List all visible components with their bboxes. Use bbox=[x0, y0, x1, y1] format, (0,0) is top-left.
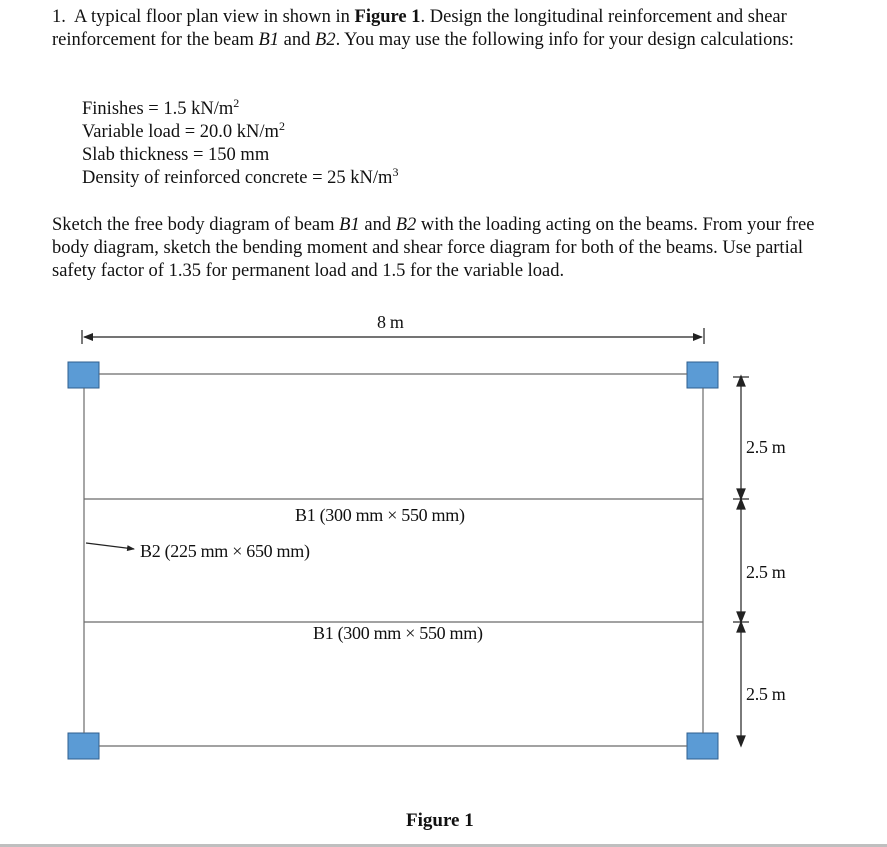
column-bottom-left bbox=[68, 733, 99, 759]
beam-b1-ref: B1 bbox=[258, 30, 280, 50]
instruction-text-2: with the loading acting on the beams. From your free body diagram, sketch the bending moment and shear force diagram for both of the beams. Use partial safety factor of 1.35 for permanent load and 1.5 for the variable load. bbox=[52, 215, 815, 281]
finishes-text: Finishes = 1.5 kN/m bbox=[82, 99, 234, 119]
dimension-label-3: 2.5 m bbox=[746, 684, 786, 704]
instruction-text-1: Sketch the free body diagram of beam bbox=[52, 215, 340, 235]
b1-upper-label: B1 (300 mm × 550 mm) bbox=[295, 505, 465, 525]
slab-thickness-text: Slab thickness = 150 mm bbox=[82, 145, 270, 165]
density-exponent: 3 bbox=[392, 165, 399, 179]
variable-load-text: Variable load = 20.0 kN/m bbox=[82, 122, 279, 142]
question-text-2: . Design the longitudinal reinforcement and shear reinforcement for the beam bbox=[52, 7, 787, 50]
b1-lower-label: B1 (300 mm × 550 mm) bbox=[313, 623, 483, 643]
question-and: and bbox=[279, 30, 316, 50]
instruction-beam-b2: B2 bbox=[395, 215, 417, 235]
b2-label: B2 (225 mm × 650 mm) bbox=[140, 541, 310, 561]
figure-caption: Figure 1 bbox=[406, 810, 474, 831]
question-text-1: A typical floor plan view in shown in bbox=[74, 7, 355, 27]
figure-reference: Figure 1 bbox=[354, 7, 421, 27]
variable-load-exponent: 2 bbox=[278, 119, 285, 133]
span-label: 8 m bbox=[377, 312, 404, 332]
question-number: 1. bbox=[52, 7, 66, 27]
b2-leader-arrow bbox=[86, 543, 134, 549]
question-text-3: . You may use the following info for your design calculations: bbox=[335, 30, 794, 50]
instruction-beam-b1: B1 bbox=[339, 215, 360, 235]
column-top-left bbox=[68, 362, 99, 388]
density-text: Density of reinforced concrete = 25 kN/m bbox=[82, 168, 393, 188]
column-top-right bbox=[687, 362, 718, 388]
finishes-exponent: 2 bbox=[233, 96, 240, 110]
beam-b2-ref: B2 bbox=[315, 30, 336, 50]
dimension-label-2: 2.5 m bbox=[746, 562, 786, 582]
instruction-and: and bbox=[359, 215, 396, 235]
column-bottom-right bbox=[687, 733, 718, 759]
dimension-label-1: 2.5 m bbox=[746, 437, 786, 457]
